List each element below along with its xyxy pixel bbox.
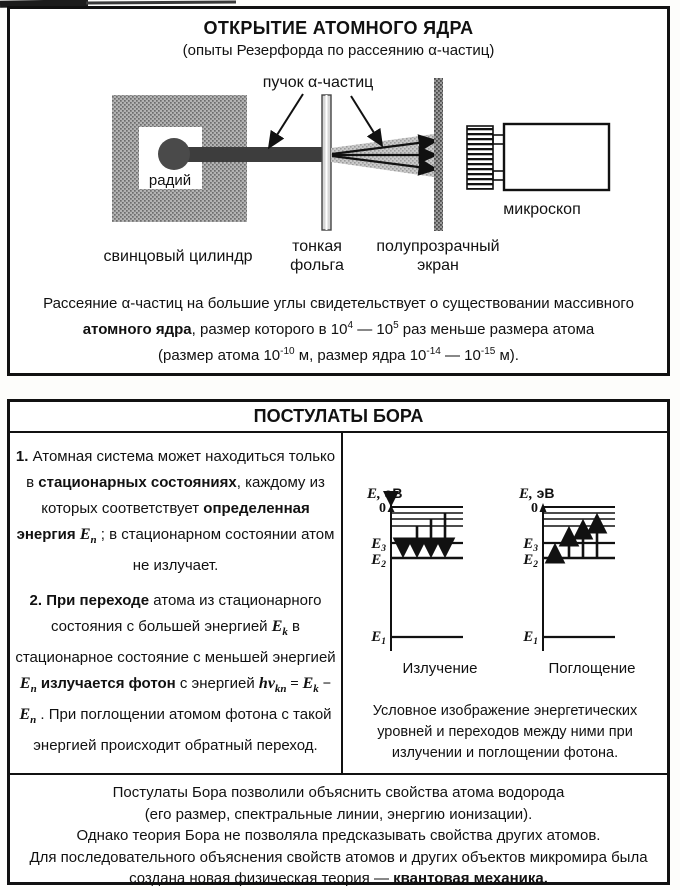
foil-label-line1: тонкая — [292, 238, 342, 255]
footer-line5: создана новая физическая теория — квантовая механика. — [129, 870, 548, 887]
panel1-subtitle: (опыты Резерфорда по рассеянию α-частиц) — [182, 42, 495, 59]
beam-label: пучок α-частиц — [262, 74, 374, 91]
panel2-title: ПОСТУЛАТЫ БОРА — [10, 402, 667, 433]
radium-label: радий — [148, 172, 192, 189]
level-lines — [543, 507, 615, 637]
bohr-columns — [10, 433, 667, 775]
footer-line4: Для последовательного объяснения свойств атомов и других объектов микромира была — [29, 848, 648, 866]
postulates-text-column — [10, 433, 343, 773]
emission-levels-svg — [359, 485, 491, 651]
axis-label: E, эВ — [519, 485, 555, 502]
zero-level-label: 0 — [531, 501, 538, 516]
foil-label-line2: фольга — [290, 257, 344, 274]
e2-label: E2 — [371, 552, 386, 570]
postulate-2: 2. При переходе атома из стационарного состояния с большей энергией $E_k$ в стационарное состояние с меньшей энергией $E_n$ излучается фотон с энергией $h\nu_{kn} = E_k - E_n$ . При поглощении атомом фотона с такой энергией происходит обратный переход. — [15, 592, 336, 754]
thin-foil — [322, 95, 331, 230]
microscope — [467, 124, 609, 190]
emission-energy-diagram — [359, 485, 491, 677]
translucent-screen — [434, 78, 443, 231]
e1-label: E1 — [371, 629, 386, 647]
nucleus-summary — [10, 293, 667, 367]
microscope-label: микроскоп — [503, 201, 581, 218]
panel-nucleus-discovery — [7, 6, 670, 376]
footer-line1: Постулаты Бора позволили объяснить свойства атома водорода — [112, 784, 565, 801]
zero-level-label: 0 — [379, 501, 386, 516]
panel-bohr-postulates — [7, 399, 670, 885]
e3-label: E3 — [371, 536, 386, 554]
summary-line2: атомного ядра, размер которого в $10^4$ — $10^5$ раз меньше размера атома — [82, 320, 595, 338]
alpha-beam — [176, 147, 326, 162]
e1-label: E1 — [523, 629, 538, 647]
absorption-label: Поглощение — [548, 660, 636, 677]
e2-label: E2 — [523, 552, 538, 570]
level-lines — [391, 507, 463, 637]
rutherford-experiment-diagram — [10, 58, 666, 294]
radium-source — [158, 138, 190, 170]
summary-line1: Рассеяние α-частиц на большие углы свидетельствует о существовании массивного — [43, 295, 634, 312]
bohr-footer-text — [10, 775, 667, 890]
screen-label-line2: экран — [417, 257, 459, 274]
absorption-levels-svg — [511, 485, 643, 651]
summary-line3: (размер атома $10^{-10}$ м, размер ядра $10^{-14}$ — $10^{-15}$ м). — [158, 346, 519, 364]
emission-label: Излучение — [402, 660, 478, 677]
panel1-title: ОТКРЫТИЕ АТОМНОГО ЯДРА — [203, 18, 474, 38]
screen-label-line1: полупрозрачный — [376, 238, 500, 255]
footer-line3: Однако теория Бора не позволяла предсказывать свойства других атомов. — [76, 827, 601, 844]
energy-diagrams-column — [343, 433, 667, 773]
scan-artifact — [86, 0, 236, 4]
footer-line2: (его размер, спектральные линии, энергию ионизации). — [144, 805, 533, 823]
absorption-transition-arrows — [555, 518, 597, 558]
absorption-energy-diagram — [511, 485, 643, 677]
axis-label: E, эВ — [367, 485, 403, 502]
postulate-1: 1. Атомная система может находиться только в стационарных состояниях, каждому из которых соответствует определенная энергия $E_n$ ; в стационарном состоянии атом не излучает. — [15, 448, 336, 574]
diagram-caption: Условное изображение энергетических уровней и переходов между ними при излучении и поглощении фотона. — [372, 703, 638, 761]
lead-cylinder-label: свинцовый цилиндр — [103, 248, 253, 265]
e3-label: E3 — [523, 536, 538, 554]
